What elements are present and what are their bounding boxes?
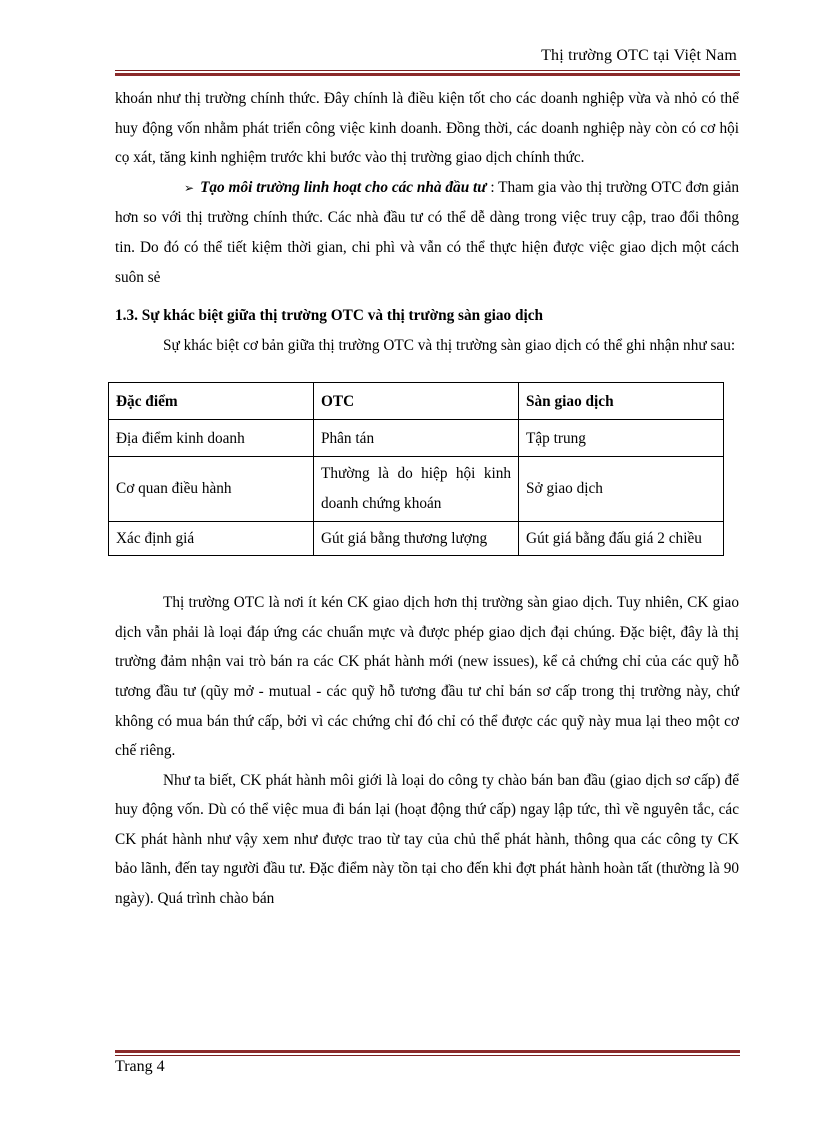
bullet-paragraph [115, 173, 739, 292]
arrow-bullet-icon: ➢ [184, 180, 195, 195]
table-cell: Gút giá bằng thương lượng [313, 521, 518, 556]
table-cell: Xác định giá [109, 521, 314, 556]
table-row [109, 521, 724, 556]
table-cell: Địa điểm kinh doanh [109, 420, 314, 457]
section-heading: 1.3. Sự khác biệt giữa thị trường OTC và thị trường sàn giao dịch [115, 307, 544, 325]
table-cell: Tập trung [519, 420, 724, 457]
table-row [109, 420, 724, 457]
table-cell: Gút giá bằng đấu giá 2 chiều [519, 521, 724, 556]
table-cell: Sở giao dịch [519, 457, 724, 521]
header-rule [115, 70, 740, 76]
document-body [115, 84, 739, 914]
table-row [109, 457, 724, 521]
paragraph-issuance: Như ta biết, CK phát hành môi giới là loại do công ty chào bán ban đầu (giao dịch sơ cấp) để huy động vốn. Dù có thể việc mua đi bán lại (hoạt động thứ cấp) ngay lập tức, thì về nguyên tắc, các CK phát hành như vậy xem như được trao từ tay của chủ thể phát hành, thông qua các công ty CK bảo lãnh, đến tay người đầu tư. Đặc điểm này tồn tại cho đến khi đợt phát hành hoàn tất (thường là 90 ngày). Quá trình chào bán [115, 771, 739, 908]
paragraph-continuation: khoán như thị trường chính thức. Đây chính là điều kiện tốt cho các doanh nghiệp vừa và nhỏ có thể huy động vốn nhằm phát triển công việc kinh doanh. Đồng thời, các doanh nghiệp này còn có cơ hội cọ xát, tăng kinh nghiệm trước khi bước vào thị trường giao dịch chính thức. [115, 90, 739, 167]
paragraph-otc-market: Thị trường OTC là nơi ít kén CK giao dịch hơn thị trường sàn giao dịch. Tuy nhiên, CK giao dịch vẫn phải là loại đáp ứng các chuẩn mực và được phép giao dịch đại chúng. Đặc biệt, đây là thị trường đảm nhận vai trò bán ra các CK phát hành mới (new issues), kể cả chứng chỉ của các quỹ hỗ tương đầu tư (qũy mở - mutual - các quỹ hỗ tương đầu tư chỉ bán sơ cấp trong thị trường này, chứ không có mua bán thứ cấp, bởi vì các chứng chỉ đó chỉ có thể được các quỹ này mua lại theo một cơ chế riêng. [115, 594, 739, 760]
table-header-cell: Đặc điểm [109, 383, 314, 420]
footer-rule [115, 1050, 740, 1056]
page-number: Trang 4 [115, 1058, 165, 1075]
table-header-cell: Sàn giao dịch [519, 383, 724, 420]
table-header-cell: OTC [313, 383, 518, 420]
intro-paragraph: Sự khác biệt cơ bản giữa thị trường OTC và thị trường sàn giao dịch có thể ghi nhận như sau: [163, 336, 736, 354]
table-cell: Cơ quan điều hành [109, 457, 314, 521]
table-header-row [109, 383, 724, 420]
bullet-title: Tạo môi trường linh hoạt cho các nhà đầu tư [200, 178, 487, 196]
header-title: Thị trường OTC tại Việt Nam [541, 47, 737, 64]
table-cell: Phân tán [313, 420, 518, 457]
bullet-text: : Tham gia vào thị trường OTC đơn giản hơn so với thị trường chính thức. Các nhà đầu tư có thể dễ dàng trong việc truy cập, trao đổi thông tin. Do đó có thể tiết kiệm thời gian, chi phì và vẫn có thể thực hiện được việc giao dịch một cách suôn sẻ [115, 178, 740, 286]
table-cell: Thường là do hiệp hội kinh doanh chứng khoán [313, 457, 518, 521]
comparison-table [108, 382, 724, 556]
